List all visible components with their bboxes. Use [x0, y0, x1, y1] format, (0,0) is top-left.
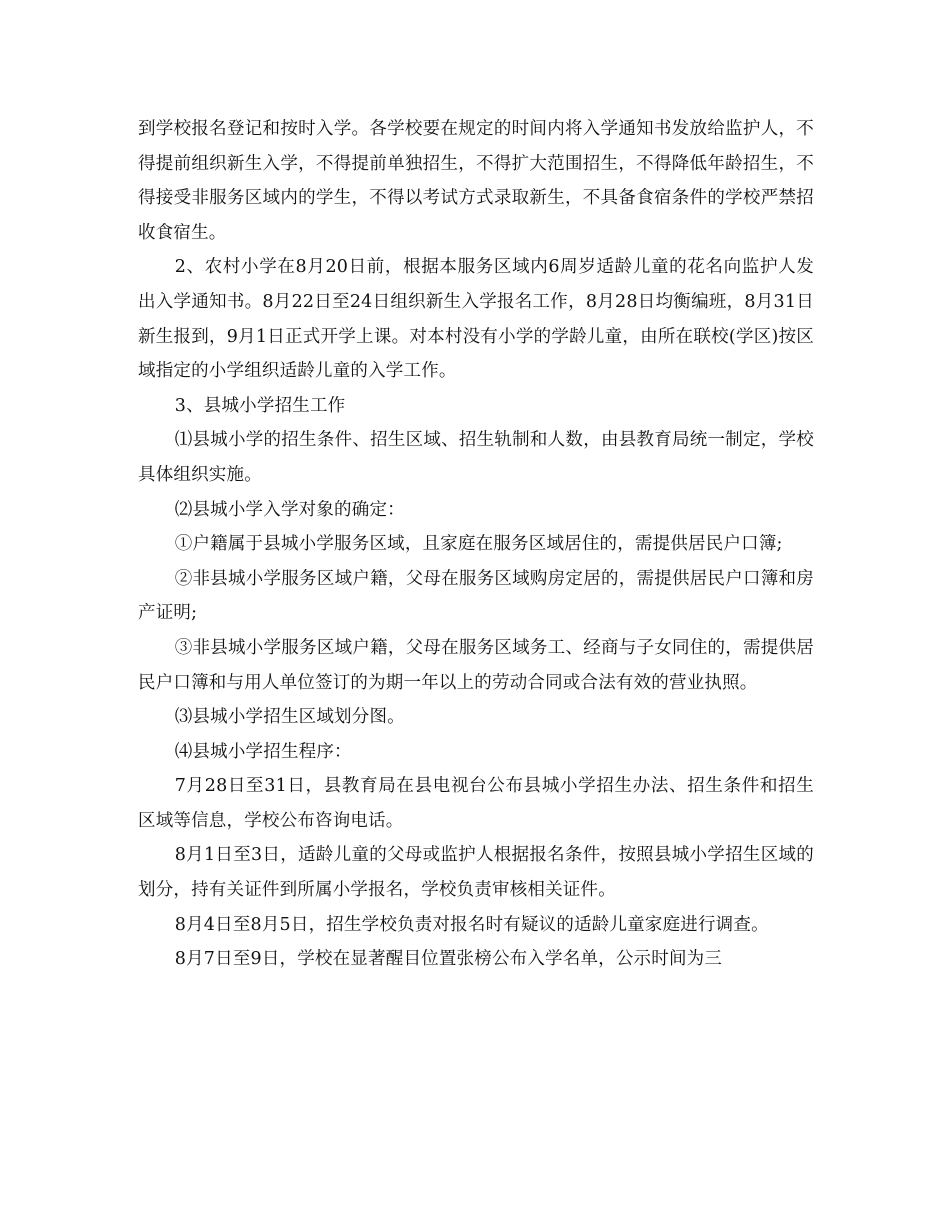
paragraph: ②非县城小学服务区域户籍，父母在服务区域购房定居的，需提供居民户口簿和房产证明;	[138, 568, 814, 624]
paragraph: ③非县城小学服务区域户籍，父母在服务区域务工、经商与子女同住的，需提供居民户口簿和与用人单位签订的为期一年以上的劳动合同或合法有效的营业执照。	[138, 637, 814, 693]
document-body	[138, 112, 814, 977]
paragraph: ⑶县城小学招生区域划分图。	[174, 707, 405, 728]
paragraph: ①户籍属于县城小学服务区域，且家庭在服务区域居住的，需提供居民户口簿;	[174, 534, 783, 555]
paragraph: 到学校报名登记和按时入学。各学校要在规定的时间内将入学通知书发放给监护人，不得提前组织新生入学，不得提前单独招生，不得扩大范围招生，不得降低年龄招生，不得接受非服务区域内的学生，不得以考试方式录取新生，不具备食宿条件的学校严禁招收食宿生。	[138, 119, 814, 243]
paragraph: 3、县城小学招生工作	[174, 395, 346, 416]
paragraph: 2、农村小学在8月20日前，根据本服务区域内6周岁适龄儿童的花名向监护人发出入学通知书。8月22日至24日组织新生入学报名工作，8月28日均衡编班，8月31日新生报到，9月1日正式开学上课。对本村没有小学的学龄儿童，由所在联校(学区)按区域指定的小学组织适龄儿童的入学工作。	[138, 257, 814, 382]
paragraph: ⑵县城小学入学对象的确定：	[174, 499, 405, 520]
paragraph: ⑴县城小学的招生条件、招生区域、招生轨制和人数，由县教育局统一制定，学校具体组织实施。	[138, 430, 814, 485]
paragraph: 8月1日至3日，适龄儿童的父母或监护人根据报名条件，按照县城小学招生区域的划分，持有关证件到所属小学报名，学校负责审核相关证件。	[138, 845, 814, 901]
paragraph: 8月4日至8月5日，招生学校负责对报名时有疑议的适龄儿童家庭进行调查。	[174, 914, 769, 935]
paragraph: 7月28日至31日，县教育局在县电视台公布县城小学招生办法、招生条件和招生区域等信息，学校公布咨询电话。	[138, 776, 814, 831]
paragraph: 8月7日至9日，学校在显著醒目位置张榜公布入学名单，公示时间为三	[174, 949, 723, 970]
paragraph: ⑷县城小学招生程序：	[174, 741, 352, 762]
